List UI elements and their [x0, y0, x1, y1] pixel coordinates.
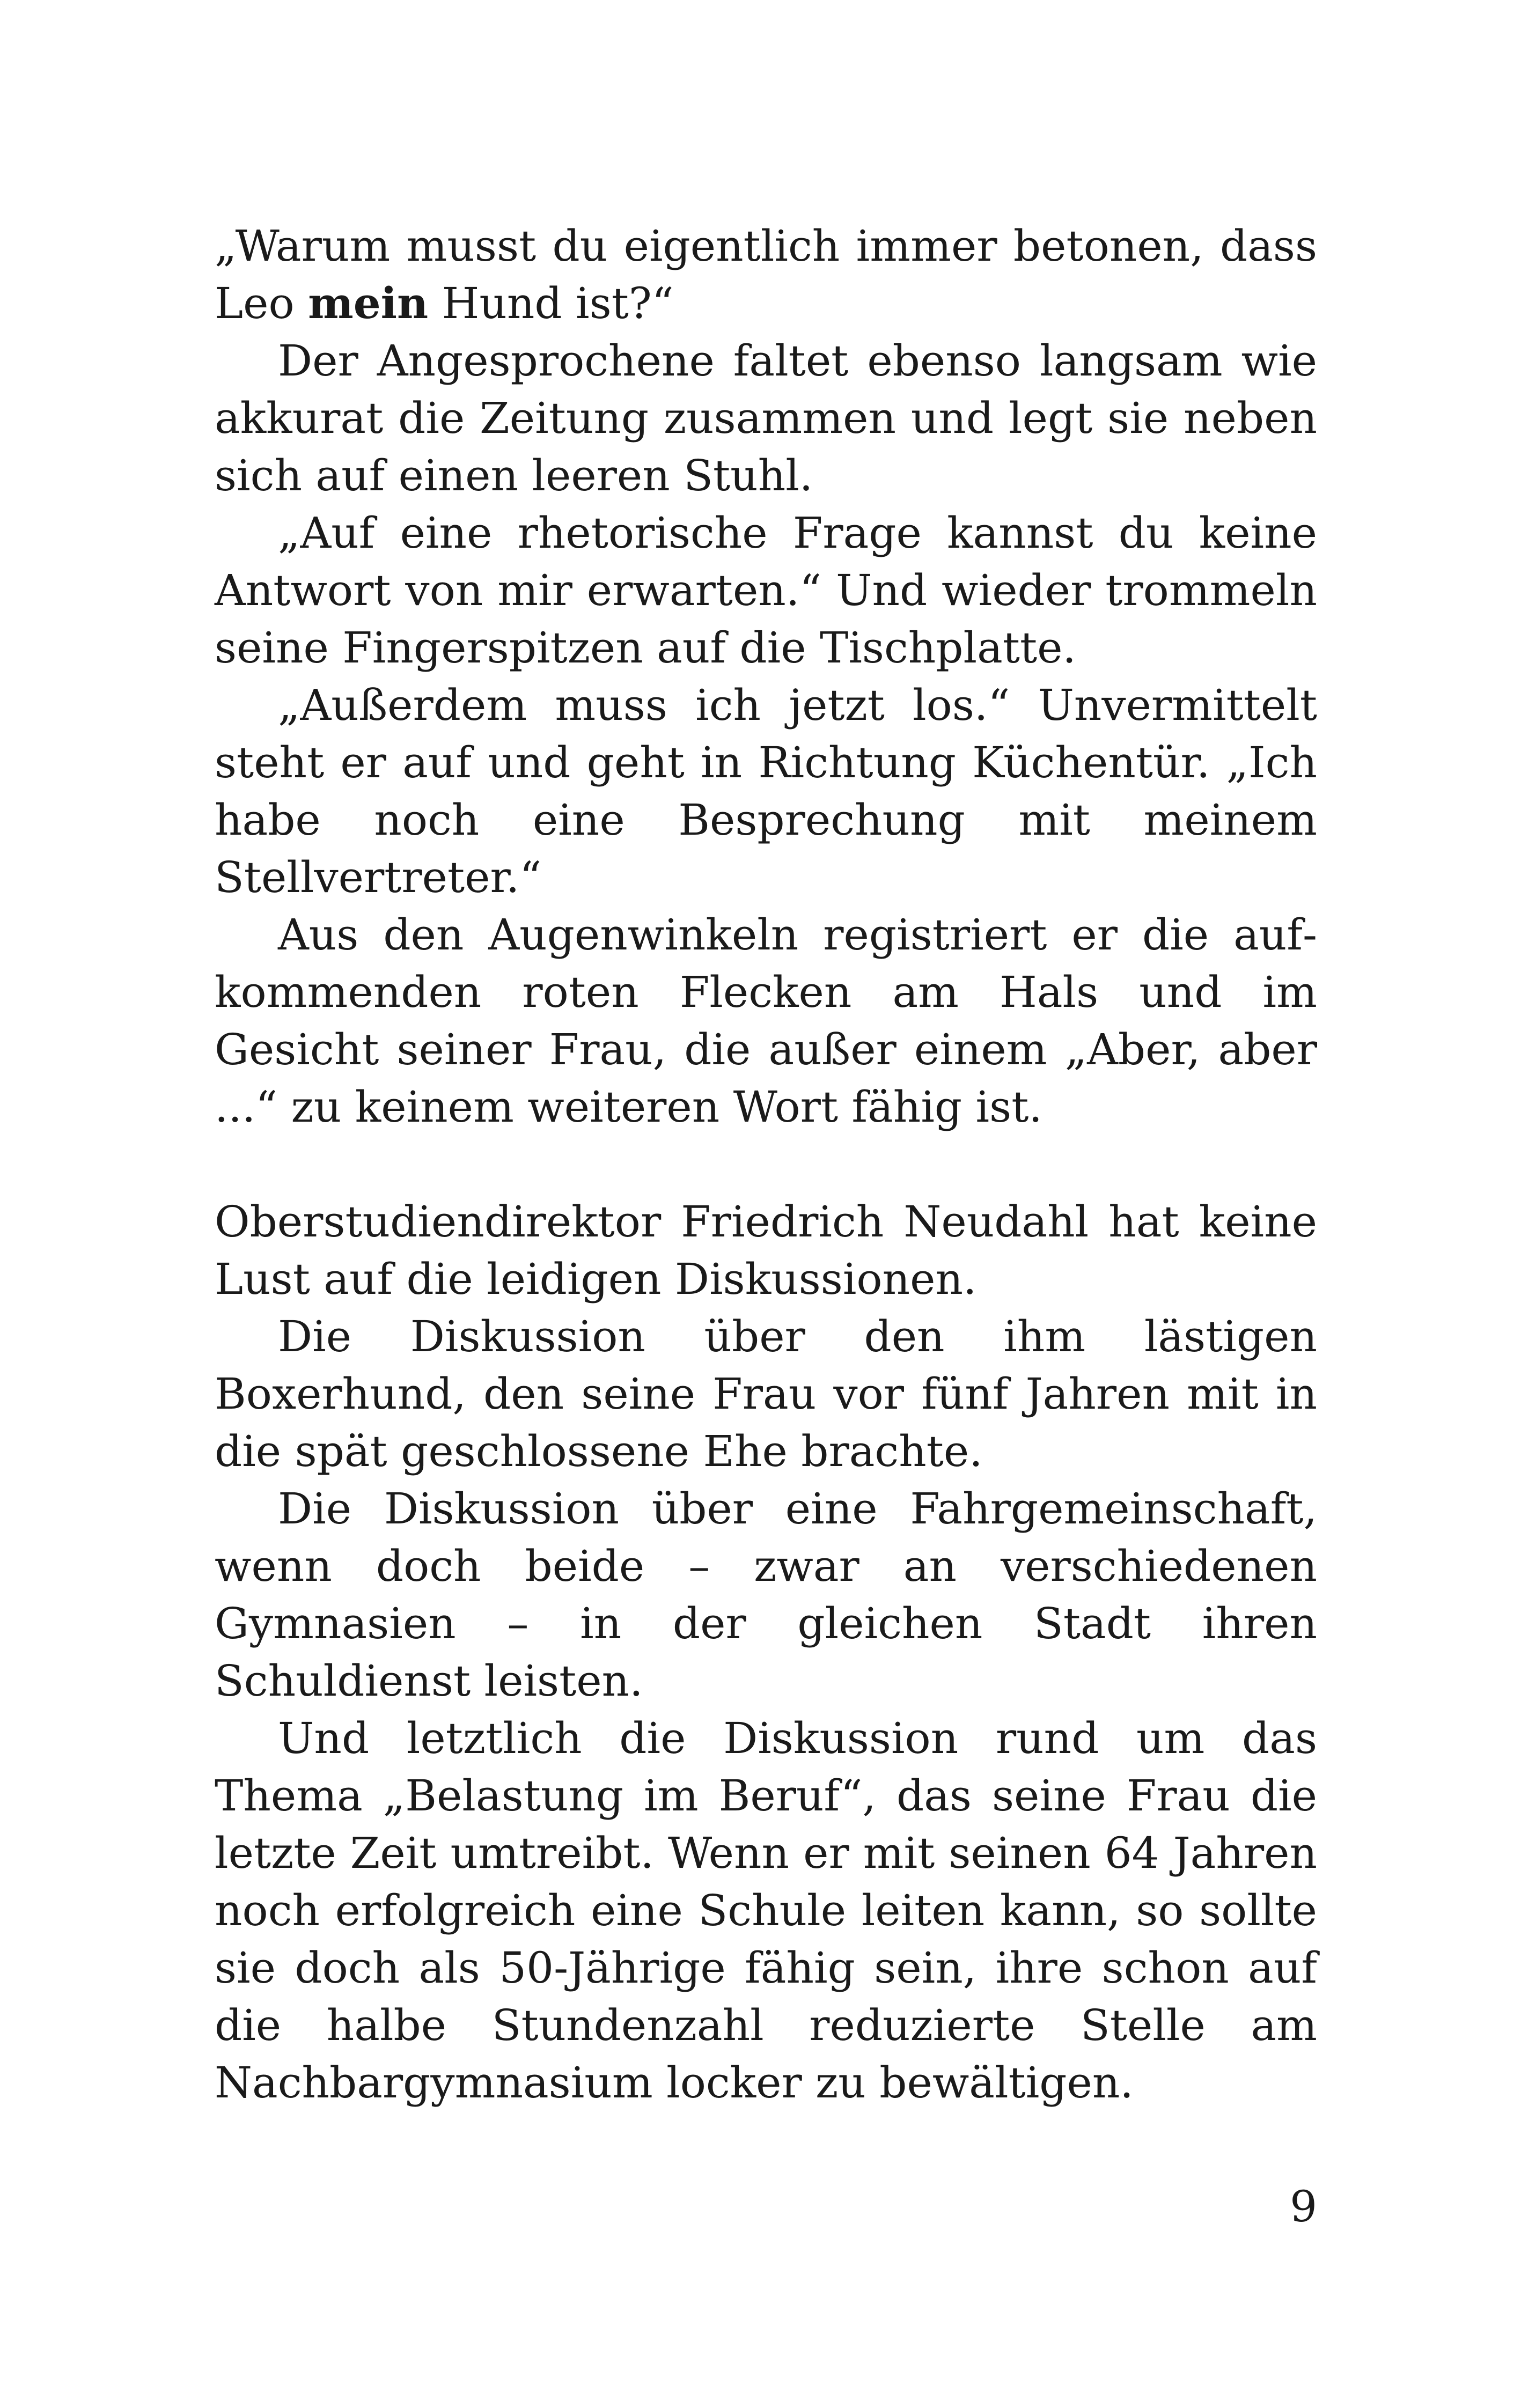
paragraph-red-spots: Aus den Augenwinkeln registriert er die aufkommenden roten Flecken am Hals und im Gesicht seiner Frau, die außer einem „Aber, aber ...“ zu keinem weiteren Wort fähig ist.	[215, 910, 1317, 1132]
paragraph-leaving: „Außerdem muss ich jetzt los.“ Unvermittelt steht er auf und geht in Richtung Küchentür. „Ich habe noch eine Besprechung mit meinem Stellvertreter.“	[215, 680, 1317, 902]
section-break	[215, 1136, 1317, 1193]
emphasized-word: mein	[308, 278, 429, 328]
paragraph-text-after: Hund ist?“	[428, 278, 674, 328]
paragraph-workload: Und letztlich die Diskussion rund um das Thema „Belastung im Beruf“, das seine Frau die letzte Zeit umtreibt. Wenn er mit seinen 64 Jahren noch erfolgreich eine Schule leiten kann, so sollte sie doch als 50-Jährige fähig sein, ihre schon auf die halbe Stundenzahl reduzierte Stelle am Nachbargymnasium locker zu bewältigen.	[215, 1713, 1317, 2108]
paragraph-newspaper: Der Angesprochene faltet ebenso langsam wie akkurat die Zeitung zusammen und legt sie neben sich auf einen leeren Stuhl.	[215, 336, 1317, 500]
paragraph-text-before: „Warum musst du eigentlich immer betonen, dass Leo	[215, 221, 1317, 328]
page-number: 9	[1290, 2182, 1317, 2232]
paragraph-carpool: Die Diskussion über eine Fahrgemeinschaft, wenn doch beide – zwar an verschiedenen Gymnasien – in der gleichen Stadt ihren Schuldienst leisten.	[215, 1484, 1317, 1706]
paragraph-director: Oberstudiendirektor Friedrich Neudahl hat keine Lust auf die leidigen Diskussionen.	[215, 1197, 1317, 1304]
body-text	[215, 217, 1317, 2111]
paragraph-boxer-dog: Die Diskussion über den ihm lästigen Boxerhund, den seine Frau vor fünf Jahren mit in die spät geschlossene Ehe brachte.	[215, 1312, 1317, 1476]
paragraph-rhetorical: „Auf eine rhetorische Frage kannst du keine Antwort von mir erwarten.“ Und wieder trommeln seine Fingerspitzen auf die Tischplatte.	[215, 508, 1317, 673]
paragraph-dialogue-question	[215, 217, 1317, 332]
